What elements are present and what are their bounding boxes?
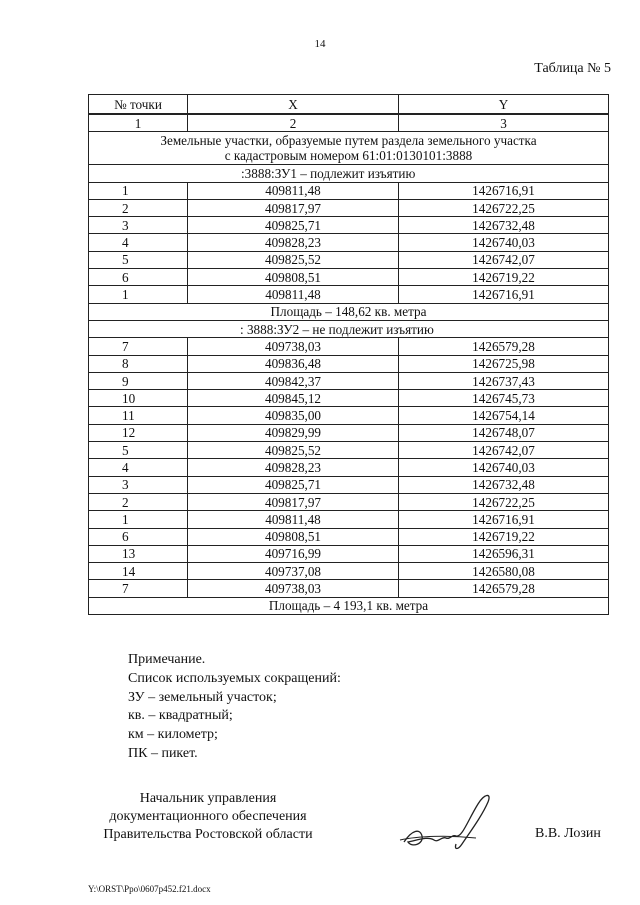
table-row — [89, 338, 609, 355]
abbreviation-item: ЗУ – земельный участок; — [128, 689, 277, 705]
y-cell: 1426579,28 — [399, 338, 609, 355]
handwritten-signature — [398, 790, 498, 852]
table-row — [89, 286, 609, 303]
section1-label: :3888:ЗУ1 – подлежит изъятию — [89, 165, 609, 182]
y-cell: 1426719,22 — [399, 528, 609, 545]
x-cell: 409811,48 — [188, 182, 399, 199]
x-cell: 409828,23 — [188, 234, 399, 251]
table-row — [89, 493, 609, 510]
point-cell: 8 — [89, 355, 188, 372]
table-row — [89, 372, 609, 389]
x-cell: 409828,23 — [188, 459, 399, 476]
y-cell: 1426737,43 — [399, 372, 609, 389]
section1-area-row — [89, 303, 609, 320]
signer-title-line2: документационного обеспечения — [109, 809, 307, 824]
point-cell: 3 — [89, 217, 188, 234]
x-cell: 409825,52 — [188, 251, 399, 268]
table-row — [89, 476, 609, 493]
section1-area: Площадь – 148,62 кв. метра — [89, 303, 609, 320]
table-title-line2: с кадастровым номером 61:01:0130101:3888 — [224, 148, 473, 164]
abbreviation-item: кв. – квадратный; — [128, 708, 233, 724]
section2-label: : 3888:ЗУ2 – не подлежит изъятию — [89, 320, 609, 337]
notes-title: Примечание. — [128, 652, 206, 667]
table-row — [89, 234, 609, 251]
x-cell: 409836,48 — [188, 355, 399, 372]
signer-title-line3: Правительства Ростовской области — [103, 827, 313, 842]
y-cell: 1426732,48 — [399, 217, 609, 234]
header-y: Y — [399, 95, 609, 115]
notes-intro: Список используемых сокращений: — [128, 670, 341, 686]
table-row — [89, 355, 609, 372]
column-number-row — [89, 114, 609, 132]
y-cell: 1426742,07 — [399, 251, 609, 268]
table-row — [89, 407, 609, 424]
point-cell: 4 — [89, 459, 188, 476]
table-row — [89, 563, 609, 580]
table-header-row — [89, 95, 609, 115]
x-cell: 409817,97 — [188, 493, 399, 510]
table-row — [89, 199, 609, 216]
point-cell: 5 — [89, 251, 188, 268]
x-cell: 409716,99 — [188, 545, 399, 562]
y-cell: 1426732,48 — [399, 476, 609, 493]
point-cell: 2 — [89, 493, 188, 510]
point-cell: 14 — [89, 563, 188, 580]
x-cell: 409738,03 — [188, 338, 399, 355]
point-cell: 9 — [89, 372, 188, 389]
y-cell: 1426716,91 — [399, 286, 609, 303]
point-cell: 13 — [89, 545, 188, 562]
x-cell: 409829,99 — [188, 424, 399, 441]
table-row — [89, 442, 609, 459]
table-row — [89, 424, 609, 441]
x-cell: 409845,12 — [188, 390, 399, 407]
coordinates-table — [88, 94, 609, 615]
table-row — [89, 511, 609, 528]
point-cell: 1 — [89, 286, 188, 303]
x-cell: 409842,37 — [188, 372, 399, 389]
page-number: 14 — [314, 38, 326, 50]
point-cell: 12 — [89, 424, 188, 441]
y-cell: 1426716,91 — [399, 182, 609, 199]
y-cell: 1426722,25 — [399, 199, 609, 216]
x-cell: 409811,48 — [188, 511, 399, 528]
table-row — [89, 545, 609, 562]
notes-block — [128, 651, 341, 764]
abbreviation-item: ПК – пикет. — [128, 745, 198, 761]
x-cell: 409738,03 — [188, 580, 399, 597]
point-cell: 4 — [89, 234, 188, 251]
x-cell: 409811,48 — [188, 286, 399, 303]
y-cell: 1426596,31 — [399, 545, 609, 562]
table-row — [89, 251, 609, 268]
signer-title — [88, 790, 328, 844]
y-cell: 1426579,28 — [399, 580, 609, 597]
table-row — [89, 182, 609, 199]
header-point: № точки — [89, 95, 188, 115]
table-row — [89, 217, 609, 234]
point-cell: 11 — [89, 407, 188, 424]
table-row — [89, 269, 609, 286]
column-number: 3 — [399, 114, 609, 132]
column-number: 2 — [188, 114, 399, 132]
y-cell: 1426725,98 — [399, 355, 609, 372]
column-number: 1 — [89, 114, 188, 132]
y-cell: 1426742,07 — [399, 442, 609, 459]
table-row — [89, 459, 609, 476]
x-cell: 409808,51 — [188, 269, 399, 286]
section2-area-row — [89, 597, 609, 614]
point-cell: 5 — [89, 442, 188, 459]
table-caption: Таблица № 5 — [534, 61, 611, 76]
x-cell: 409737,08 — [188, 563, 399, 580]
section2-area: Площадь – 4 193,1 кв. метра — [89, 597, 609, 614]
section2-label-row — [89, 320, 609, 337]
x-cell: 409825,71 — [188, 217, 399, 234]
y-cell: 1426722,25 — [399, 493, 609, 510]
table-row — [89, 528, 609, 545]
table-row — [89, 390, 609, 407]
point-cell: 7 — [89, 580, 188, 597]
table-title-line1: Земельные участки, образуемые путем раздела земельного участка — [160, 133, 537, 149]
y-cell: 1426740,03 — [399, 459, 609, 476]
x-cell: 409825,52 — [188, 442, 399, 459]
file-path: Y:\ORST\Ppo\0607p452.f21.docx — [88, 884, 211, 894]
point-cell: 1 — [89, 511, 188, 528]
x-cell: 409817,97 — [188, 199, 399, 216]
point-cell: 6 — [89, 528, 188, 545]
signer-title-line1: Начальник управления — [139, 791, 277, 806]
abbreviation-item: км – километр; — [128, 727, 218, 743]
signer-name: В.В. Лозин — [535, 826, 601, 841]
table-row — [89, 580, 609, 597]
y-cell: 1426740,03 — [399, 234, 609, 251]
table-title-row — [89, 132, 609, 165]
y-cell: 1426580,08 — [399, 563, 609, 580]
point-cell: 1 — [89, 182, 188, 199]
y-cell: 1426754,14 — [399, 407, 609, 424]
point-cell: 10 — [89, 390, 188, 407]
y-cell: 1426716,91 — [399, 511, 609, 528]
point-cell: 7 — [89, 338, 188, 355]
x-cell: 409835,00 — [188, 407, 399, 424]
y-cell: 1426748,07 — [399, 424, 609, 441]
x-cell: 409825,71 — [188, 476, 399, 493]
point-cell: 2 — [89, 199, 188, 216]
x-cell: 409808,51 — [188, 528, 399, 545]
y-cell: 1426719,22 — [399, 269, 609, 286]
table-title — [89, 132, 609, 165]
y-cell: 1426745,73 — [399, 390, 609, 407]
header-x: X — [188, 95, 399, 115]
point-cell: 6 — [89, 269, 188, 286]
section1-label-row — [89, 165, 609, 182]
point-cell: 3 — [89, 476, 188, 493]
